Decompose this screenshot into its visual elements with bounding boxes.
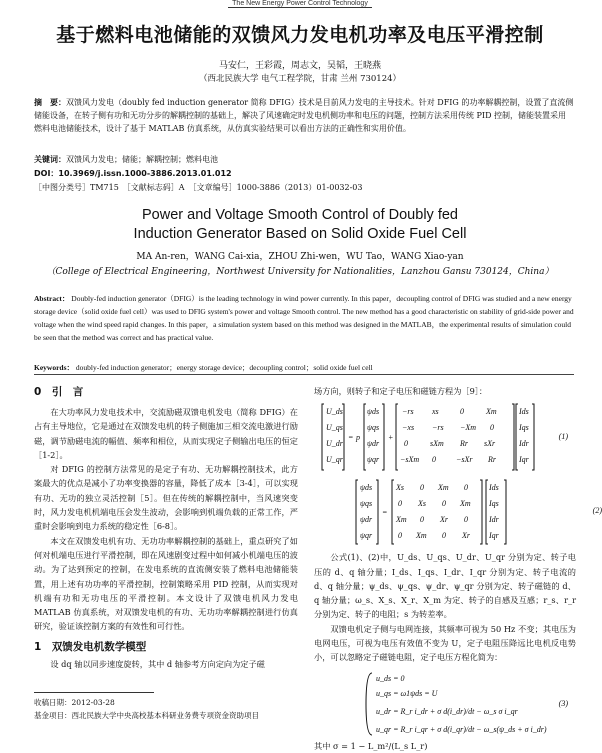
keywords-cn: 关键词：双馈风力发电；储能；解耦控制；燃料电池 xyxy=(34,155,218,164)
authors-cn: 马安仁，王彩霞，周志文，吴韬，王晓燕 xyxy=(218,61,381,71)
equation-explanation: 公式(1)、(2)中，U_ds、U_qs、U_dr、U_qr 分别为定、转子电压的 d、q 轴分量；I_ds、I_qs、I_dr、I_qr 分别为定、转子电流的 d、q 轴分量；ψ_ds、ψ_qs、ψ_dr、ψ_qr 分别为定、转子磁链的 d、q 轴分量；ω_s、X_s、X_r、X_m 为定、转子的自感及互感；r_s、r_r 分别为定、转子的电阻；s 为转差率。 双馈电机定子侧与电网连接，其频率可视为 50 Hz 不变；其电压为电网电压，可视为电压有效值不变为 U，定子电阻压降远比电机反电势小，可以忽略定子磁链电阻，定子电压方程化简为： xyxy=(314,552,576,663)
svg-text:sXm: sXm xyxy=(430,439,444,449)
svg-text:u_ds = 0: u_ds = 0 xyxy=(376,673,405,683)
svg-text:U_qr: U_qr xyxy=(326,455,343,465)
svg-text:−rs: −rs xyxy=(432,423,444,433)
paper-title-en: Power and Voltage Smooth Control of Doubly fed Induction Generator Based on Solid Oxide Fuel Cell xyxy=(133,207,467,242)
section-intro-heading: 0 引 言 xyxy=(34,386,84,398)
svg-text:=: = xyxy=(348,433,354,443)
right-intro: 场方向，则转子和定子电压和磁链方程为［9］： xyxy=(314,386,488,396)
classification: ［中图分类号］TM715 ［文献标志码］A ［文章编号］1000-3886（2013）01-0032-03 xyxy=(34,183,363,192)
equation-2 xyxy=(354,478,602,546)
equation-2-matrix xyxy=(354,478,524,546)
divider xyxy=(34,374,574,375)
intro-body xyxy=(34,405,298,634)
svg-text:Rr: Rr xyxy=(460,439,468,449)
svg-text:−rs: −rs xyxy=(402,407,414,417)
affiliation-en: （College of Electrical Engineering，Northwest University for Nationalities，Lanzhou Gansu 730124，China） xyxy=(46,267,554,277)
svg-text:Idr: Idr xyxy=(519,439,529,449)
svg-text:−xs: −xs xyxy=(402,423,415,433)
right-column xyxy=(314,384,602,753)
svg-text:0: 0 xyxy=(442,531,446,541)
svg-text:Idr: Idr xyxy=(489,515,499,525)
svg-text:Iqr: Iqr xyxy=(489,531,499,541)
svg-text:Ids: Ids xyxy=(519,407,529,417)
abstract-cn-text: 双馈风力发电（doubly fed induction generator 简称 DFIG）技术是目前风力发电的主导技术。针对 DFIG 的功率解耦控制，设置了直流侧储能设备，在转子侧有功和无功分步的解耦控制的基础上，解决了风速确定时发电机侧功率和电压的问题，控制方法采用传统 PID 控制，储能装置采用燃料电池储能技术，设计了基于 MATLAB 仿真系统，从仿真实验结果可以看出方法的正确性和实用价值。 xyxy=(34,98,574,133)
paper-title-cn: 基于燃料电池储能的双馈风力发电机功率及电压平滑控制 xyxy=(56,24,544,46)
svg-text:Xm: Xm xyxy=(438,483,449,493)
svg-text:0: 0 xyxy=(464,515,468,525)
svg-text:U_dr: U_dr xyxy=(326,439,343,449)
equation-1-matrix xyxy=(320,402,550,472)
equation-1-number: (1) xyxy=(558,432,568,442)
svg-text:−sXm: −sXm xyxy=(400,455,420,465)
equation-2-number: (2) xyxy=(592,506,602,516)
intro-paragraph: 本文在双馈发电机有功、无功功率解耦控制的基础上，重点研究了如何对机端电压进行平滑控制，即在风速剧变过程中如何减小机端电压的波动。为了达到预定的控制，在发电系统的直流侧安装了燃料电池储能装置，用上述有功功率的平滑控制，控制策略采用 PID 控制，从而实现对机端有功和无功电压的平滑控制。本文设计了双馈电机风力发电 MATLAB 仿真系统，对双馈发电机的有功、无功功率解耦控制进行仿真研究，验证该控制方案的有效性和可行性。 xyxy=(34,535,298,632)
svg-text:ψqr: ψqr xyxy=(360,531,373,541)
equation-3 xyxy=(364,669,576,739)
svg-text:0: 0 xyxy=(442,499,446,509)
abstract-cn-label: 摘 要： xyxy=(34,98,66,107)
sigma-definition: 其中 σ = 1 − L_m²/(L_s L_r) xyxy=(314,740,428,751)
svg-text:Xs: Xs xyxy=(418,499,426,509)
svg-text:Iqs: Iqs xyxy=(519,423,529,433)
equation-3-system xyxy=(364,669,564,739)
svg-text:=: = xyxy=(382,508,388,518)
svg-text:0: 0 xyxy=(398,499,402,509)
svg-text:0: 0 xyxy=(460,407,464,417)
left-column xyxy=(34,384,298,671)
svg-text:0: 0 xyxy=(404,439,408,449)
svg-text:Rr: Rr xyxy=(488,455,496,465)
svg-text:−Xm: −Xm xyxy=(460,423,477,433)
svg-text:Xm: Xm xyxy=(460,499,471,509)
abstract-en: Abstract： Doubly-fed induction generator（DFIG）is the leading technology in wind power currently. In this paper，decoupling control of DFIG was studied and a new energy storage device（solid oxide fuel cell）was used to DFIG system's power and voltage Smooth control. The new method has a good characteristic on stability of grid-side power and voltage when the wind speed rapid changes. In this paper，a simulation system based on this method was designed in the MATLAB，the experimental results of simulation could be seen that the method was correct and has practical value. xyxy=(34,294,574,342)
svg-text:ψds: ψds xyxy=(360,483,373,493)
svg-text:0: 0 xyxy=(464,483,468,493)
svg-text:Xr: Xr xyxy=(462,531,470,541)
footnote-divider xyxy=(34,692,154,693)
svg-text:sXr: sXr xyxy=(484,439,496,449)
intro-paragraph: 在大功率风力发电技术中，交流励磁双馈电机发电（简称 DFIG）在占有主导地位，它是通过在双馈发电机的转子侧施加三相交流电激进行励磁，调节励磁电流的幅值、频率和相位，从而实现定子侧输出电压的恒定［1-2］。 xyxy=(34,407,298,460)
keywords-en: Keywords： doubly-fed induction generator；energy storage device；decoupling control；solid oxide fuel cell xyxy=(34,363,373,372)
svg-text:ψqs: ψqs xyxy=(360,499,373,509)
svg-text:Ids: Ids xyxy=(489,483,499,493)
footnote-fund: 基金项目：西北民族大学中央高校基本科研业务费专项资金资助项目 xyxy=(34,711,259,720)
svg-text:0: 0 xyxy=(420,483,424,493)
svg-text:0: 0 xyxy=(432,455,436,465)
svg-text:Xm: Xm xyxy=(396,515,407,525)
footnote-received: 收稿日期：2012-03-28 xyxy=(34,698,115,707)
svg-text:0: 0 xyxy=(398,531,402,541)
svg-text:u_dr = R_r i_dr + σ d(i_dr)/dt: u_dr = R_r i_dr + σ d(i_dr)/dt − ω_s σ i_qr xyxy=(376,706,518,716)
svg-text:ψdr: ψdr xyxy=(367,439,380,449)
doi: DOI：10.3969/j.issn.1000-3886.2013.01.012 xyxy=(34,169,232,178)
svg-text:U_qs: U_qs xyxy=(326,423,343,433)
svg-text:0: 0 xyxy=(490,423,494,433)
svg-text:ψqs: ψqs xyxy=(367,423,380,433)
svg-text:+: + xyxy=(388,433,394,443)
svg-text:Xm: Xm xyxy=(486,407,497,417)
equation-3-number: (3) xyxy=(558,698,568,708)
svg-text:Xs: Xs xyxy=(396,483,404,493)
svg-text:u_qs = ω1ψds = U: u_qs = ω1ψds = U xyxy=(376,688,438,698)
journal-header: The New Energy Power Control Technology xyxy=(0,0,600,7)
abstract-cn xyxy=(34,96,574,135)
intro-paragraph: 对 DFIG 的控制方法常见的是定子有功、无功解耦控制技术，此方案最大的优点是减小了功率变换器的容量，降低了成本［3-4］，可以实现有功、无功的独立灵活控制［5］。但在传统的解耦控制中，当风速突变时，风力发电机机端电压会发生波动，会影响到机端负载的正常工作，严重时会影响到电力系统的稳定性［6-8］。 xyxy=(34,464,298,532)
model-first-line: 设 dq 轴以同步速度旋转，其中 d 轴参考方向定向为定子磁 xyxy=(50,658,265,669)
svg-text:u_qr = R_r i_qr + σ d(i_qr)/dt: u_qr = R_r i_qr + σ d(i_qr)/dt − ω_s(ψ_ds + σ i_dr) xyxy=(376,724,547,734)
equation-1 xyxy=(320,402,576,472)
svg-text:Xm: Xm xyxy=(416,531,427,541)
svg-text:ψdr: ψdr xyxy=(360,515,373,525)
svg-text:p: p xyxy=(356,433,360,443)
svg-text:0: 0 xyxy=(420,515,424,525)
svg-text:Iqs: Iqs xyxy=(489,499,499,509)
affiliation-cn: （西北民族大学 电气工程学院，甘肃 兰州 730124） xyxy=(198,74,402,84)
svg-text:ψqr: ψqr xyxy=(367,455,380,465)
svg-text:−sXr: −sXr xyxy=(456,455,473,465)
svg-text:Iqr: Iqr xyxy=(519,455,529,465)
svg-text:U_ds: U_ds xyxy=(326,407,343,417)
authors-en: MA An-ren，WANG Cai-xia，ZHOU Zhi-wen，WU Tao，WANG Xiao-yan xyxy=(136,252,464,262)
section-model-heading: 1 双馈发电机数学模型 xyxy=(34,640,147,653)
svg-text:ψds: ψds xyxy=(367,407,380,417)
svg-text:xs: xs xyxy=(432,407,439,417)
svg-text:Xr: Xr xyxy=(440,515,448,525)
